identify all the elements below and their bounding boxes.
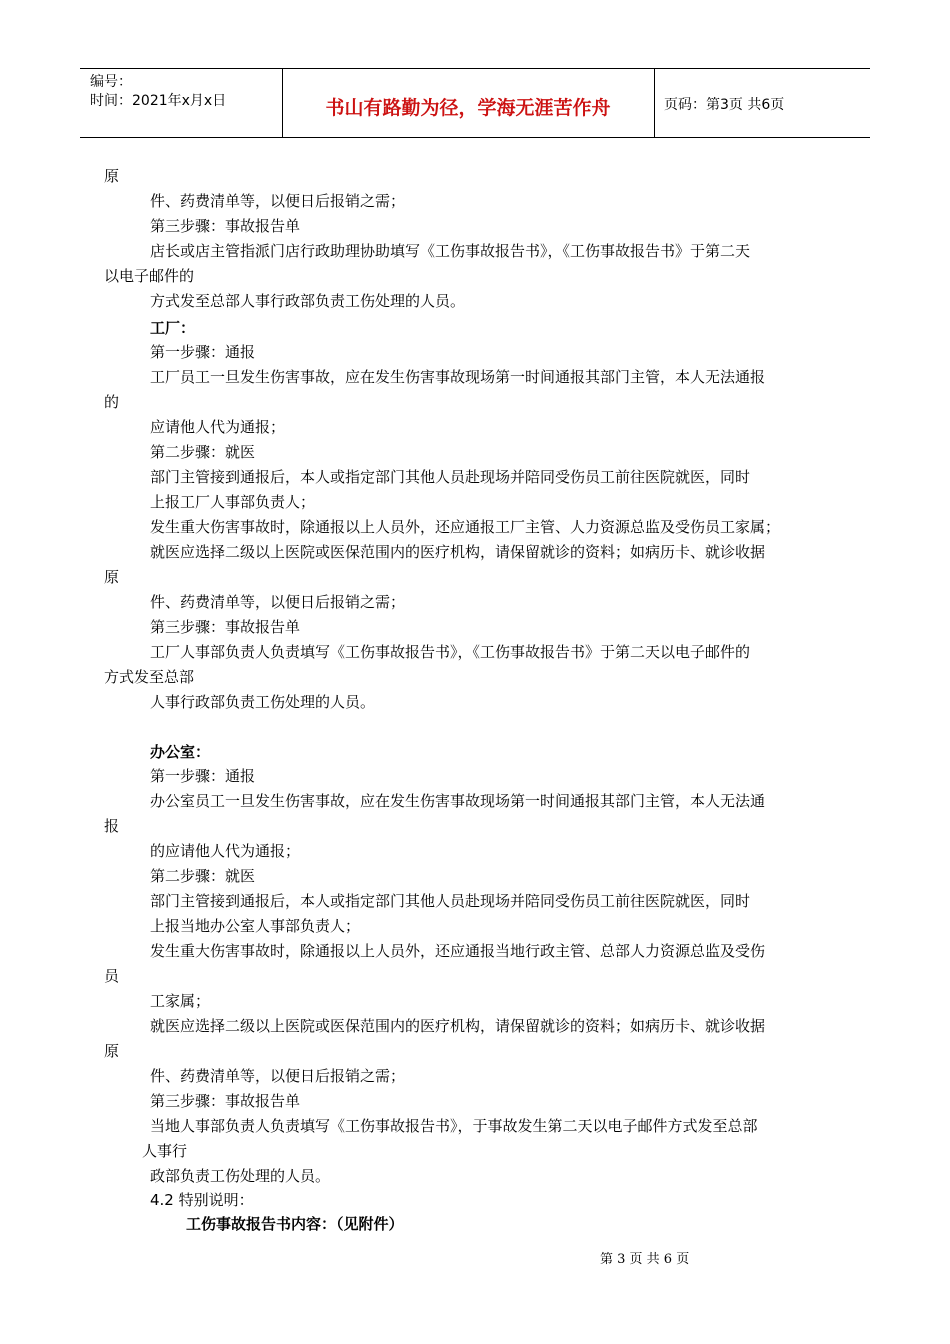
body-line: 原 bbox=[104, 1042, 120, 1060]
document-date-label: 时间：2021年x月x日 bbox=[90, 93, 227, 109]
body-line: 方式发至总部 bbox=[104, 668, 195, 686]
step-heading: 第三步骤：事故报告单 bbox=[150, 1092, 301, 1110]
header-meta-cell bbox=[80, 69, 283, 137]
body-line: 就医应选择二级以上医院或医保范围内的医疗机构，请保留就诊的资料；如病历卡、就诊收据 bbox=[150, 543, 766, 561]
body-line: 人事行 bbox=[142, 1142, 188, 1160]
body-line: 件、药费清单等，以便日后报销之需； bbox=[150, 192, 406, 210]
header-motto-cell bbox=[282, 69, 655, 137]
step-heading: 第二步骤：就医 bbox=[150, 443, 256, 461]
body-line: 上报当地办公室人事部负责人； bbox=[150, 917, 361, 935]
body-line: 员 bbox=[104, 967, 120, 985]
document-number-label: 编号： bbox=[90, 74, 132, 90]
body-line: 当地人事部负责人负责填写《工伤事故报告书》，于事故发生第二天以电子邮件方式发至总部 bbox=[150, 1117, 758, 1135]
header-page-number: 页码：第3页 共6页 bbox=[664, 97, 785, 113]
body-line: 上报工厂人事部负责人； bbox=[150, 493, 316, 511]
header-motto: 书山有路勤为径，学海无涯苦作舟 bbox=[325, 97, 611, 119]
body-line: 的 bbox=[104, 393, 120, 411]
body-line: 报 bbox=[104, 817, 120, 835]
body-line: 发生重大伤害事故时，除通报以上人员外，还应通报当地行政主管、总部人力资源总监及受伤 bbox=[150, 942, 766, 960]
body-line: 人事行政部负责工伤处理的人员。 bbox=[150, 693, 376, 711]
body-line: 件、药费清单等，以便日后报销之需； bbox=[150, 1067, 406, 1085]
report-content-heading: 工伤事故报告书内容：（见附件） bbox=[186, 1215, 404, 1233]
page-footer: 第 3 页 共 6 页 bbox=[600, 1252, 690, 1267]
body-line: 原 bbox=[104, 167, 120, 185]
step-heading: 第一步骤：通报 bbox=[150, 767, 256, 785]
body-line: 就医应选择二级以上医院或医保范围内的医疗机构，请保留就诊的资料；如病历卡、就诊收据 bbox=[150, 1017, 766, 1035]
body-line: 件、药费清单等，以便日后报销之需； bbox=[150, 593, 406, 611]
step-heading: 第二步骤：就医 bbox=[150, 867, 256, 885]
body-line: 工家属； bbox=[150, 992, 211, 1010]
body-line: 方式发至总部人事行政部负责工伤处理的人员。 bbox=[150, 292, 466, 310]
step-heading: 第三步骤：事故报告单 bbox=[150, 618, 301, 636]
section-heading-office: 办公室： bbox=[150, 743, 211, 761]
section-heading-special-notes: 4.2 特别说明： bbox=[150, 1191, 254, 1209]
body-line: 以电子邮件的 bbox=[104, 267, 195, 285]
body-line: 办公室员工一旦发生伤害事故，应在发生伤害事故现场第一时间通报其部门主管，本人无法通 bbox=[150, 792, 766, 810]
section-heading-factory: 工厂： bbox=[150, 319, 196, 337]
body-line: 原 bbox=[104, 568, 120, 586]
body-line: 政部负责工伤处理的人员。 bbox=[150, 1167, 331, 1185]
body-line: 部门主管接到通报后，本人或指定部门其他人员赴现场并陪同受伤员工前往医院就医，同时 bbox=[150, 892, 751, 910]
step-heading: 第一步骤：通报 bbox=[150, 343, 256, 361]
body-line: 部门主管接到通报后，本人或指定部门其他人员赴现场并陪同受伤员工前往医院就医，同时 bbox=[150, 468, 751, 486]
body-line: 工厂人事部负责人负责填写《工伤事故报告书》，《工伤事故报告书》于第二天以电子邮件的 bbox=[150, 643, 751, 661]
body-line: 工厂员工一旦发生伤害事故，应在发生伤害事故现场第一时间通报其部门主管，本人无法通报 bbox=[150, 368, 766, 386]
page-header bbox=[80, 68, 870, 138]
body-line: 应请他人代为通报； bbox=[150, 418, 286, 436]
body-line: 店长或店主管指派门店行政助理协助填写《工伤事故报告书》，《工伤事故报告书》于第二天 bbox=[150, 242, 751, 260]
body-line: 发生重大伤害事故时，除通报以上人员外，还应通报工厂主管、人力资源总监及受伤员工家属； bbox=[150, 518, 781, 536]
body-line: 的应请他人代为通报； bbox=[150, 842, 301, 860]
header-page-cell bbox=[654, 69, 870, 137]
step-heading: 第三步骤：事故报告单 bbox=[150, 217, 301, 235]
